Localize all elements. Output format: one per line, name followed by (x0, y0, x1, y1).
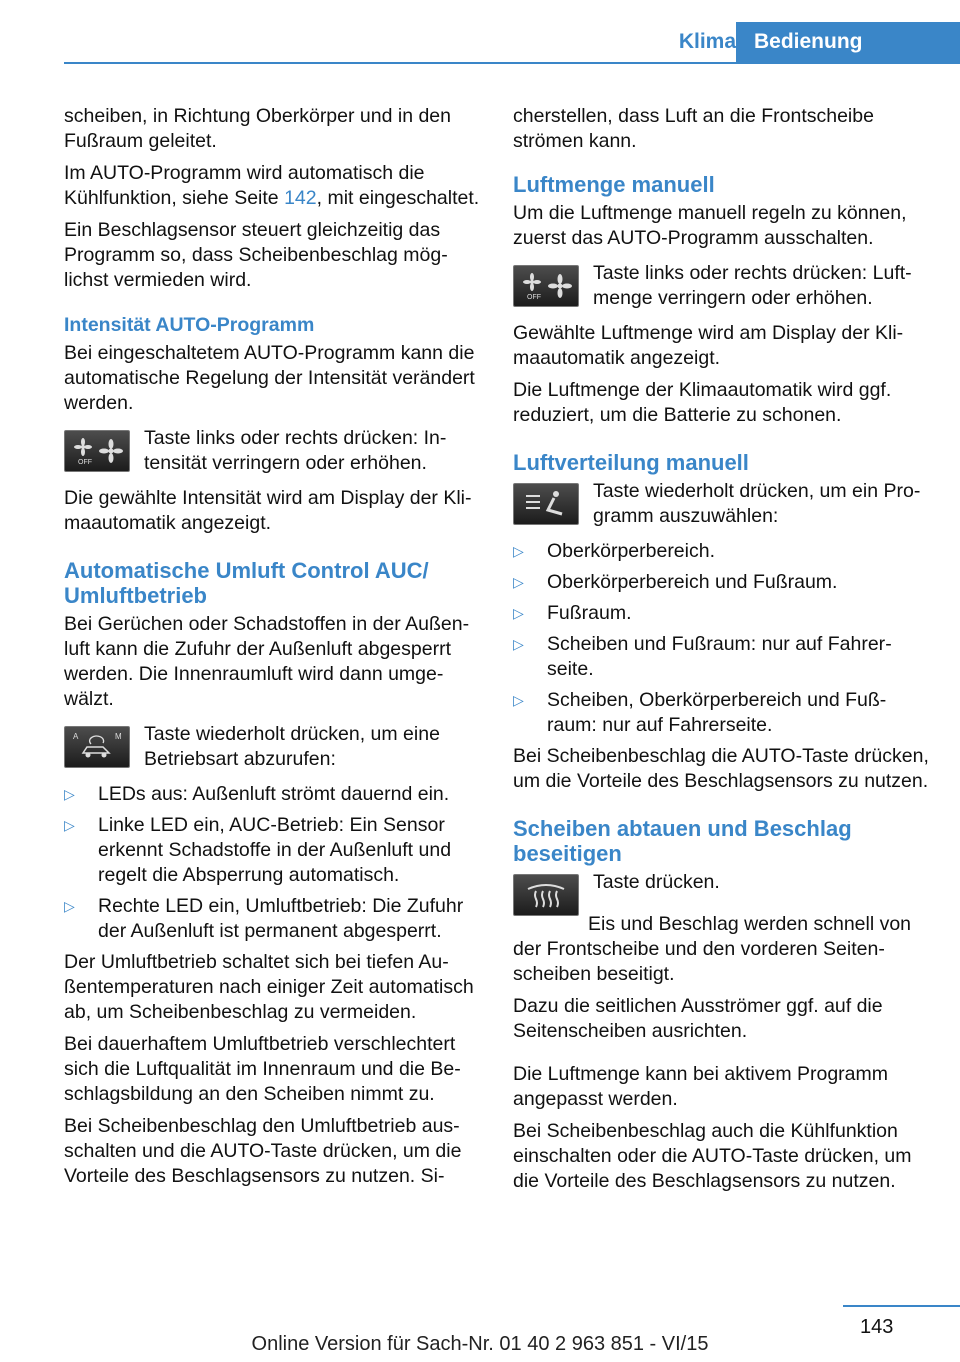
paragraph: Der Umluftbetrieb schaltet sich bei tiefen Außentemperaturen nach einiger Zeit automatisch ab, um Scheibenbeschlag zu vermeiden. (64, 951, 474, 1023)
recirculation-am-icon (64, 726, 130, 768)
list-item-text: Fußraum. (547, 602, 632, 624)
page-link[interactable]: 142 (284, 187, 317, 209)
fan-off-icon (513, 265, 579, 307)
list-item (64, 894, 480, 944)
triangle-bullet-icon: ▷ (513, 605, 524, 621)
icon-description: Taste wiederholt drücken, um ein Programm auszuwählen: (593, 480, 921, 527)
icon-row (513, 870, 929, 916)
fan-off-icon (64, 430, 130, 472)
heading-luftmenge: Luftmenge manuell (513, 172, 715, 197)
list-item-text: Scheiben und Fußraum: nur auf Fahrerseite. (547, 633, 892, 680)
list-item (513, 539, 929, 564)
triangle-bullet-icon: ▷ (513, 692, 524, 708)
tab-bedienung[interactable]: Bedienung (736, 22, 960, 62)
paragraph: Eis und Beschlag werden schnell von der Frontscheibe und den vorderen Seitenscheiben beseitigt. (513, 913, 912, 985)
list-item (64, 813, 480, 888)
triangle-bullet-icon: ▷ (513, 636, 524, 652)
heading-intensitaet: Intensität AUTO-Programm (64, 314, 315, 336)
right-column (513, 104, 929, 1201)
heading-abtauen: Scheiben abtauen und Beschlag beseitigen (513, 816, 852, 866)
paragraph: Ein Beschlagsensor steuert gleichzeitig das Programm so, dass Scheibenbeschlag möglichst vermieden wird. (64, 219, 448, 291)
heading-luftverteilung: Luftverteilung manuell (513, 450, 749, 475)
list-item (64, 782, 480, 807)
text: Taste drücken. (593, 871, 720, 893)
icon-description: Taste links oder rechts drücken: Luftmenge verringern oder erhöhen. (593, 262, 912, 309)
icon-row (64, 426, 480, 476)
list-item-text: Scheiben, Oberkörperbereich und Fußraum: nur auf Fahrerseite. (547, 689, 887, 736)
icon-row (513, 261, 929, 311)
triangle-bullet-icon: ▷ (513, 574, 524, 590)
heading-umluft: Automatische Umluft Control AUC/ Umluftbetrieb (64, 558, 429, 608)
paragraph: Bei dauerhaftem Umluftbetrieb verschlechtert sich die Luftqualität im Innenraum und die Beschlagsbildung an den Scheiben nimmt zu. (64, 1033, 461, 1105)
paragraph: cherstellen, dass Luft an die Frontscheibe strömen kann. (513, 105, 874, 152)
text: , mit eingeschaltet. (316, 187, 480, 209)
left-column (64, 104, 480, 1196)
paragraph: Gewählte Luftmenge wird am Display der Klimaautomatik angezeigt. (513, 322, 904, 369)
paragraph: Die Luftmenge kann bei aktivem Programm angepasst werden. (513, 1063, 889, 1110)
icon-description (593, 870, 929, 916)
paragraph: scheiben, in Richtung Oberkörper und in den Fußraum geleitet. (64, 105, 451, 152)
list-item-text: Oberkörperbereich. (547, 540, 715, 562)
paragraph: Bei Scheibenbeschlag den Umluftbetrieb ausschalten und die AUTO-Taste drücken, um die Vorteile des Beschlagsensors zu nutzen. Si- (64, 1115, 462, 1187)
air-distribution-icon (513, 483, 579, 525)
paragraph: Die Luftmenge der Klimaautomatik wird ggf. reduziert, um die Batterie zu schonen. (513, 379, 892, 426)
text: Im AUTO-Programm wird automatisch die Kühlfunktion, siehe Seite (64, 162, 425, 209)
icon-label: OFF (78, 459, 92, 466)
paragraph (64, 161, 480, 211)
paragraph: Bei Scheibenbeschlag die AUTO-Taste drücken, um die Vorteile des Beschlagsensors zu nutzen. (513, 745, 929, 792)
footer-text: Online Version für Sach-Nr. 01 40 2 963 851 - VI/15 (251, 1333, 709, 1355)
paragraph: Bei Gerüchen oder Schadstoffen in der Außenluft kann die Zufuhr der Außenluft abgesperrt werden. Die Innenraumluft wird dann umgewälzt. (64, 613, 470, 710)
list-item-text: LEDs aus: Außenluft strömt dauernd ein. (98, 783, 450, 805)
list-item (513, 632, 929, 682)
list-item-text: Linke LED ein, AUC-Betrieb: Ein Sensor erkennt Schadstoffe in der Außenluft und regelt die Absperrung automatisch. (98, 814, 452, 886)
distribution-list (513, 539, 929, 738)
page-number: 143 (860, 1316, 894, 1338)
paragraph: Dazu die seitlichen Ausströmer ggf. auf die Seitenscheiben ausrichten. (513, 995, 883, 1042)
page-number-rule (843, 1305, 960, 1307)
paragraph: Bei eingeschaltetem AUTO-Programm kann die automatische Regelung der Intensität verändert werden. (64, 342, 475, 414)
icon-label: A (73, 732, 79, 741)
icon-label: OFF (527, 294, 541, 301)
paragraph: Bei Scheibenbeschlag auch die Kühlfunktion einschalten oder die AUTO-Taste drücken, um die Vorteile des Beschlagsensors zu nutzen. (513, 1120, 912, 1192)
triangle-bullet-icon: ▷ (513, 543, 524, 559)
list-item-text: Rechte LED ein, Umluftbetrieb: Die Zufuhr der Außenluft ist permanent abgesperrt. (98, 895, 464, 942)
icon-row (64, 722, 480, 772)
triangle-bullet-icon: ▷ (64, 786, 75, 802)
icon-description: Taste links oder rechts drücken: Intensität verringern oder erhöhen. (144, 427, 447, 474)
list-item (513, 688, 929, 738)
list-item-text: Oberkörperbereich und Fußraum. (547, 571, 838, 593)
icon-row (513, 479, 929, 529)
icon-label: M (115, 732, 122, 741)
paragraph: Die gewählte Intensität wird am Display der Klimaautomatik angezeigt. (64, 487, 472, 534)
icon-description: Taste wiederholt drücken, um eine Betriebsart abzurufen: (144, 723, 440, 770)
list-item (513, 570, 929, 595)
triangle-bullet-icon: ▷ (64, 817, 75, 833)
tab-klima[interactable]: Klima (678, 30, 736, 53)
triangle-bullet-icon: ▷ (64, 898, 75, 914)
list-item (513, 601, 929, 626)
paragraph: Um die Luftmenge manuell regeln zu können, zuerst das AUTO-Programm ausschalten. (513, 202, 907, 249)
mode-list (64, 782, 480, 944)
windshield-defrost-icon (513, 874, 579, 916)
